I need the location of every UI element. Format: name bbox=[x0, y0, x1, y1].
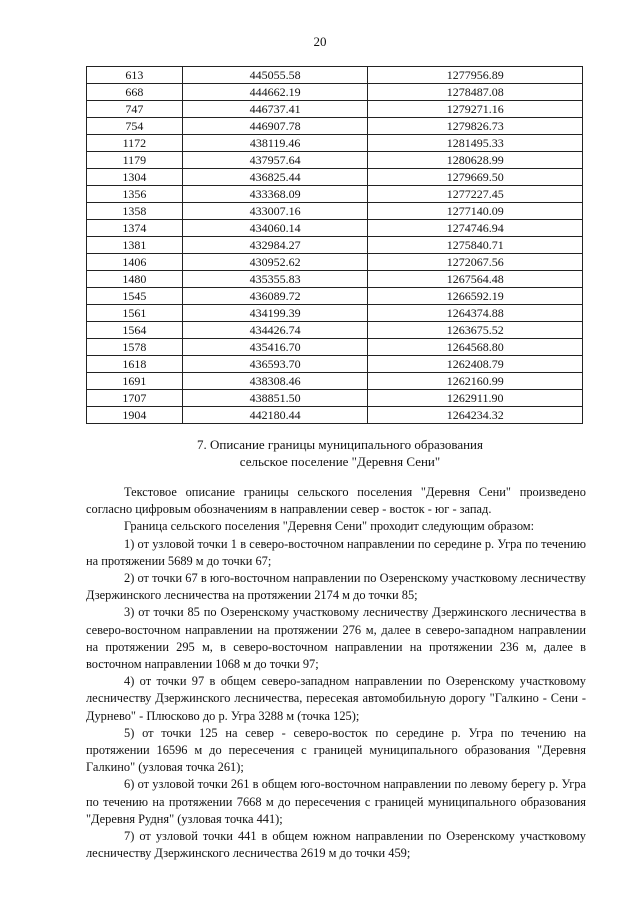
y-coordinate-cell: 1263675.52 bbox=[368, 322, 583, 339]
table-row bbox=[87, 152, 583, 169]
y-coordinate-cell: 1275840.71 bbox=[368, 237, 583, 254]
y-coordinate-cell: 1279669.50 bbox=[368, 169, 583, 186]
table-row bbox=[87, 169, 583, 186]
y-coordinate-cell: 1264374.88 bbox=[368, 305, 583, 322]
paragraph: 2) от точки 67 в юго-восточном направлении по Озеренскому участковому лесничеству Дзержинского лесничества на протяжении 2174 м до точки 85; bbox=[86, 571, 586, 603]
table-row bbox=[87, 237, 583, 254]
table-row bbox=[87, 288, 583, 305]
point-number-cell: 668 bbox=[87, 84, 183, 101]
coordinates-table bbox=[86, 66, 583, 424]
point-number-cell: 1564 bbox=[87, 322, 183, 339]
table-row bbox=[87, 305, 583, 322]
table-row bbox=[87, 67, 583, 84]
x-coordinate-cell: 430952.62 bbox=[182, 254, 368, 271]
table-row bbox=[87, 339, 583, 356]
table-row bbox=[87, 254, 583, 271]
y-coordinate-cell: 1277227.45 bbox=[368, 186, 583, 203]
point-number-cell: 1374 bbox=[87, 220, 183, 237]
paragraph: Граница сельского поселения "Деревня Сени" проходит следующим образом: bbox=[124, 519, 535, 534]
y-coordinate-cell: 1267564.48 bbox=[368, 271, 583, 288]
point-number-cell: 1304 bbox=[87, 169, 183, 186]
paragraph: 7) от узловой точки 441 в общем южном направлении по Озеренскому участковому лесничеству Дзержинского лесничества 2619 м до точки 459; bbox=[86, 829, 586, 861]
point-number-cell: 1406 bbox=[87, 254, 183, 271]
y-coordinate-cell: 1280628.99 bbox=[368, 152, 583, 169]
y-coordinate-cell: 1277140.09 bbox=[368, 203, 583, 220]
x-coordinate-cell: 435416.70 bbox=[182, 339, 368, 356]
table-row bbox=[87, 322, 583, 339]
x-coordinate-cell: 432984.27 bbox=[182, 237, 368, 254]
x-coordinate-cell: 437957.64 bbox=[182, 152, 368, 169]
paragraph: 4) от точки 97 в общем северо-западном направлении по Озеренскому участковому лесничеству Дзержинского лесничества, пересекая автомобильную дорогу "Галкино - Сени - Дурнево" - Плюсково до р. Угра 3288 м (точка 125); bbox=[86, 674, 586, 723]
x-coordinate-cell: 438119.46 bbox=[182, 135, 368, 152]
table-row bbox=[87, 135, 583, 152]
y-coordinate-cell: 1262408.79 bbox=[368, 356, 583, 373]
point-number-cell: 1356 bbox=[87, 186, 183, 203]
x-coordinate-cell: 433368.09 bbox=[182, 186, 368, 203]
section-title bbox=[60, 436, 620, 470]
x-coordinate-cell: 435355.83 bbox=[182, 271, 368, 288]
table-row bbox=[87, 373, 583, 390]
point-number-cell: 1691 bbox=[87, 373, 183, 390]
x-coordinate-cell: 444662.19 bbox=[182, 84, 368, 101]
x-coordinate-cell: 438851.50 bbox=[182, 390, 368, 407]
x-coordinate-cell: 445055.58 bbox=[182, 67, 368, 84]
y-coordinate-cell: 1279826.73 bbox=[368, 118, 583, 135]
x-coordinate-cell: 436089.72 bbox=[182, 288, 368, 305]
point-number-cell: 754 bbox=[87, 118, 183, 135]
point-number-cell: 1172 bbox=[87, 135, 183, 152]
y-coordinate-cell: 1279271.16 bbox=[368, 101, 583, 118]
boundary-description bbox=[86, 484, 586, 862]
x-coordinate-cell: 438308.46 bbox=[182, 373, 368, 390]
y-coordinate-cell: 1281495.33 bbox=[368, 135, 583, 152]
y-coordinate-cell: 1264568.80 bbox=[368, 339, 583, 356]
x-coordinate-cell: 446907.78 bbox=[182, 118, 368, 135]
point-number-cell: 613 bbox=[87, 67, 183, 84]
section-title-line-2: сельское поселение "Деревня Сени" bbox=[239, 454, 441, 469]
x-coordinate-cell: 436825.44 bbox=[182, 169, 368, 186]
point-number-cell: 1707 bbox=[87, 390, 183, 407]
y-coordinate-cell: 1262160.99 bbox=[368, 373, 583, 390]
point-number-cell: 1904 bbox=[87, 407, 183, 424]
y-coordinate-cell: 1266592.19 bbox=[368, 288, 583, 305]
table-row bbox=[87, 203, 583, 220]
y-coordinate-cell: 1274746.94 bbox=[368, 220, 583, 237]
table-row bbox=[87, 271, 583, 288]
point-number-cell: 1179 bbox=[87, 152, 183, 169]
point-number-cell: 1618 bbox=[87, 356, 183, 373]
y-coordinate-cell: 1262911.90 bbox=[368, 390, 583, 407]
x-coordinate-cell: 442180.44 bbox=[182, 407, 368, 424]
paragraph: 6) от узловой точки 261 в общем юго-восточном направлении по левому берегу р. Угра по течению на протяжении 7668 м до пересечения с границей муниципального образования "Деревня Рудня" (узловая точка 441); bbox=[86, 777, 586, 826]
table-row bbox=[87, 118, 583, 135]
table-row bbox=[87, 356, 583, 373]
point-number-cell: 1381 bbox=[87, 237, 183, 254]
table-row bbox=[87, 101, 583, 118]
y-coordinate-cell: 1264234.32 bbox=[368, 407, 583, 424]
paragraph: 5) от точки 125 на север - северо-восток по середине р. Угра по течению на протяжении 16596 м до пересечения с границей муниципального образования "Деревня Галкино" (узловая точка 261); bbox=[86, 725, 586, 775]
point-number-cell: 1545 bbox=[87, 288, 183, 305]
point-number-cell: 1578 bbox=[87, 339, 183, 356]
table-row bbox=[87, 220, 583, 237]
table-row bbox=[87, 407, 583, 424]
x-coordinate-cell: 434199.39 bbox=[182, 305, 368, 322]
paragraph: Текстовое описание границы сельского поселения "Деревня Сени" произведено согласно цифровым обозначениям в направлении север - восток - юг - запад. bbox=[86, 485, 586, 517]
section-title-line-1: 7. Описание границы муниципального образования bbox=[197, 437, 483, 452]
x-coordinate-cell: 446737.41 bbox=[182, 101, 368, 118]
point-number-cell: 1480 bbox=[87, 271, 183, 288]
table-row bbox=[87, 390, 583, 407]
point-number-cell: 1358 bbox=[87, 203, 183, 220]
page-number: 20 bbox=[313, 34, 327, 49]
point-number-cell: 1561 bbox=[87, 305, 183, 322]
x-coordinate-cell: 434060.14 bbox=[182, 220, 368, 237]
table-row bbox=[87, 186, 583, 203]
y-coordinate-cell: 1277956.89 bbox=[368, 67, 583, 84]
paragraph: 1) от узловой точки 1 в северо-восточном направлении по середине р. Угра по течению на протяжении 5689 м до точки 67; bbox=[86, 536, 586, 568]
y-coordinate-cell: 1278487.08 bbox=[368, 84, 583, 101]
paragraph: 3) от точки 85 по Озеренскому участковому лесничеству Дзержинского лесничества в северо-восточном направлении на протяжении 276 м, далее в северо-западном направлении на протяжении 295 м, в северо-восточном направлении на протяжении 236 м, далее в восточном направлении 1068 м до точки 97; bbox=[86, 605, 586, 672]
y-coordinate-cell: 1272067.56 bbox=[368, 254, 583, 271]
point-number-cell: 747 bbox=[87, 101, 183, 118]
x-coordinate-cell: 433007.16 bbox=[182, 203, 368, 220]
table-row bbox=[87, 84, 583, 101]
x-coordinate-cell: 436593.70 bbox=[182, 356, 368, 373]
x-coordinate-cell: 434426.74 bbox=[182, 322, 368, 339]
